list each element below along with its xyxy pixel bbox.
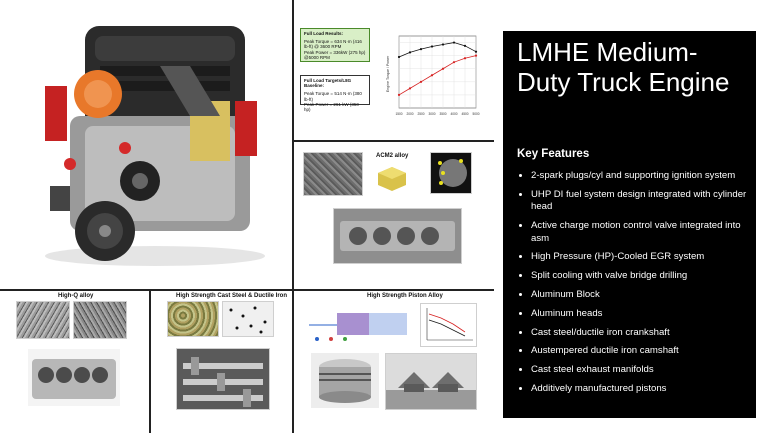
acm2-micrograph-image <box>430 152 472 194</box>
chart-point-1 <box>398 94 400 96</box>
printed-pistons-image <box>385 353 477 410</box>
baseline-heading: Full Load Targets/L8G Baseline: <box>304 78 352 89</box>
feature-item: • High Pressure (HP)-Cooled EGR system <box>531 251 756 264</box>
acm2-cylinder-image <box>372 163 412 195</box>
ductile-iron-micrograph-image <box>222 301 274 337</box>
chart-point-1 <box>409 87 411 89</box>
feature-item: • 2-spark plugs/cyl and supporting ignition system <box>531 170 756 183</box>
results-line-2: Peak Power = 336kW (275 hp) @5000 RPM <box>304 49 366 60</box>
feature-item: • Cast steel/ductile iron crankshaft <box>531 327 756 340</box>
chart-x-tick-label: 2500 <box>417 112 425 116</box>
key-features-panel <box>503 31 756 418</box>
acm2-title: ACM2 alloy <box>376 153 409 159</box>
chart-point-1 <box>475 55 477 57</box>
baseline-box <box>300 75 370 112</box>
feature-item: • Split cooling with valve bridge drilling <box>531 270 756 283</box>
chart-point-1 <box>442 68 444 70</box>
divider-vertical-left <box>292 0 294 433</box>
feature-item: • Active charge motion control valve integrated into asm <box>531 220 756 245</box>
piston-diffusion-diagram <box>307 305 417 345</box>
baseline-line-2: Peak Power = 261 kW (350 hp) <box>304 101 359 112</box>
baseline-line-1: Peak Torque = 514 N·m (380 lb-ft) <box>304 91 362 102</box>
piston-strength-chart <box>420 303 477 347</box>
feature-item: • Austempered ductile iron camshaft <box>531 345 756 358</box>
divider-horizontal-bottom <box>0 289 494 291</box>
feature-item: • Additively manufactured pistons <box>531 383 756 396</box>
crankshaft-image <box>176 348 270 410</box>
highq-micrograph-left <box>16 301 70 339</box>
steel-iron-title: High Strength Cast Steel & Ductile Iron <box>176 293 288 299</box>
chart-point-0 <box>475 51 477 53</box>
chart-ylabel: Engine Torque / Power <box>386 55 390 93</box>
divider-horizontal-mid <box>294 140 494 142</box>
torque-power-chart <box>385 30 480 118</box>
highq-title: High-Q alloy <box>58 293 94 299</box>
cylinder-head-image <box>333 208 462 264</box>
chart-x-tick-label: 5000 <box>472 112 480 116</box>
divider-vertical-bottom-left <box>149 289 151 433</box>
acm2-microstructure-image <box>303 152 363 196</box>
chart-point-1 <box>464 57 466 59</box>
feature-item: • Cast steel exhaust manifolds <box>531 364 756 377</box>
chart-x-tick-label: 3500 <box>439 112 447 116</box>
key-features-heading: Key Features <box>517 148 590 160</box>
chart-point-0 <box>420 48 422 50</box>
chart-point-0 <box>442 43 444 45</box>
chart-point-0 <box>453 41 455 43</box>
chart-point-1 <box>431 74 433 76</box>
piston-title: High Strength Piston Alloy <box>367 293 443 299</box>
chart-x-tick-label: 4000 <box>450 112 458 116</box>
chart-point-0 <box>464 45 466 47</box>
feature-item: • UHP DI fuel system design integrated with cylinder head <box>531 189 756 214</box>
chart-point-0 <box>409 51 411 53</box>
highq-micrograph-right <box>73 301 127 339</box>
feature-item: • Aluminum Block <box>531 289 756 302</box>
results-heading: Full Load Results: <box>304 31 344 36</box>
engine-image <box>30 6 280 276</box>
chart-x-tick-label: 3000 <box>428 112 436 116</box>
chart-point-0 <box>398 56 400 58</box>
feature-item: • Aluminum heads <box>531 308 756 321</box>
steel-micrograph-image <box>167 301 219 337</box>
chart-point-1 <box>453 61 455 63</box>
results-box <box>300 28 370 62</box>
chart-x-tick-label: 4500 <box>461 112 469 116</box>
feature-list <box>515 170 756 402</box>
chart-x-tick-label: 2000 <box>406 112 414 116</box>
chart-point-1 <box>420 81 422 83</box>
chart-point-0 <box>431 45 433 47</box>
piston-image <box>311 353 379 408</box>
slide-title: LMHE Medium-Duty Truck Engine <box>517 37 730 97</box>
chart-x-tick-label: 1500 <box>395 112 403 116</box>
engine-block-image <box>28 349 120 406</box>
results-line-1: Peak Torque = 634 N·m (416 lb-ft) @ 3600 RPM <box>304 39 362 50</box>
